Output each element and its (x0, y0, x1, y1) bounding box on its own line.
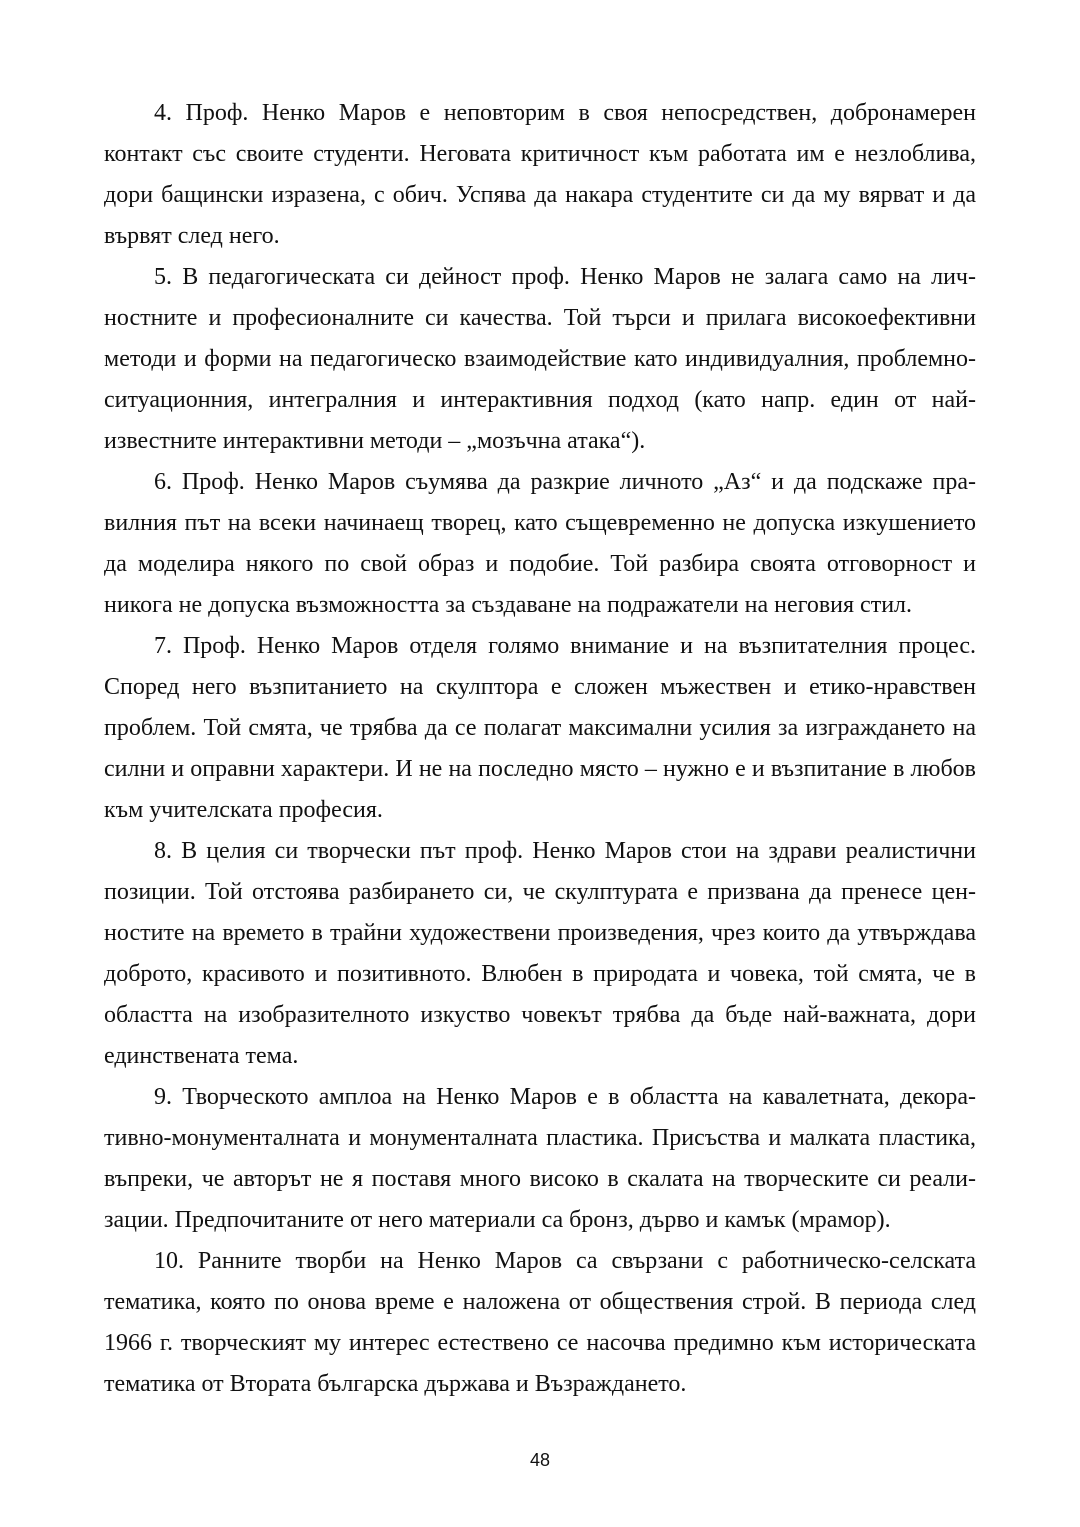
page-number: 48 (529, 1450, 551, 1470)
body-text (104, 93, 976, 1405)
paragraph-8: 8. В целия си творчески път проф. Ненко Маров стои на здрави реалистични позиции. Той отстоява разбирането си, че скулптурата е призвана да пренесе ценностите на времето в трайни художествени произведения, чрез които да утвърждава доброто, красивото и позитивното. Влюбен в природата и човека, той смята, че в областта на изобразителното изкуство човекът трябва да бъде най-важната, дори единствената тема. (104, 838, 976, 1069)
paragraph-6: 6. Проф. Ненко Маров съумява да разкрие личното „Аз“ и да подскаже правилния път на всеки начинаещ творец, като същевременно не допуска изкушението да моделира някого по свой образ и подобие. Той разбира своята отговорност и никога не допуска възможността за създаване на подражатели на неговия стил. (104, 469, 976, 618)
paragraph-5: 5. В педагогическата си дейност проф. Ненко Маров не залага само на личностните и професионалните си качества. Той търси и прилага високоефективни методи и форми на педагогическо взаимодействие като индивидуалния, проблемно-ситуационния, интегралния и интерактивния подход (като напр. един от най-известните интерактивни методи – „мозъчна атака“). (104, 264, 976, 454)
paragraph-9: 9. Творческото амплоа на Ненко Маров е в областта на кавалетната, декоративно-монументалната и монументалната пластика. Присъства и малката пластика, въпреки, че авторът не я поставя много високо в скалата на творческите си реализации. Предпочитаните от него материали са бронз, дърво и камък (мрамор). (104, 1084, 976, 1233)
paragraph-10: 10. Ранните творби на Ненко Маров са свързани с работническо-селската тематика, която по онова време е наложена от обществения строй. В периода след 1966 г. творческият му интерес естествено се насочва предимно към историческата тематика от Втората българска държава и Възраждането. (104, 1248, 976, 1397)
paragraph-4: 4. Проф. Ненко Маров е неповторим в своя непосредствен, добронамерен контакт със своите студенти. Неговата критичност към работата им е незлоблива, дори бащински изразена, с обич. Успява да накара студентите си да му вярват и да вървят след него. (104, 100, 976, 249)
paragraph-7: 7. Проф. Ненко Маров отделя голямо внимание и на възпитателния процес. Според него възпитанието на скулптора е сложен мъжествен и етико-нравствен проблем. Той смята, че трябва да се полагат максимални усилия за изграждането на силни и оправни характери. И не на последно място – нужно е и възпитание в любов към учителската професия. (104, 633, 976, 823)
